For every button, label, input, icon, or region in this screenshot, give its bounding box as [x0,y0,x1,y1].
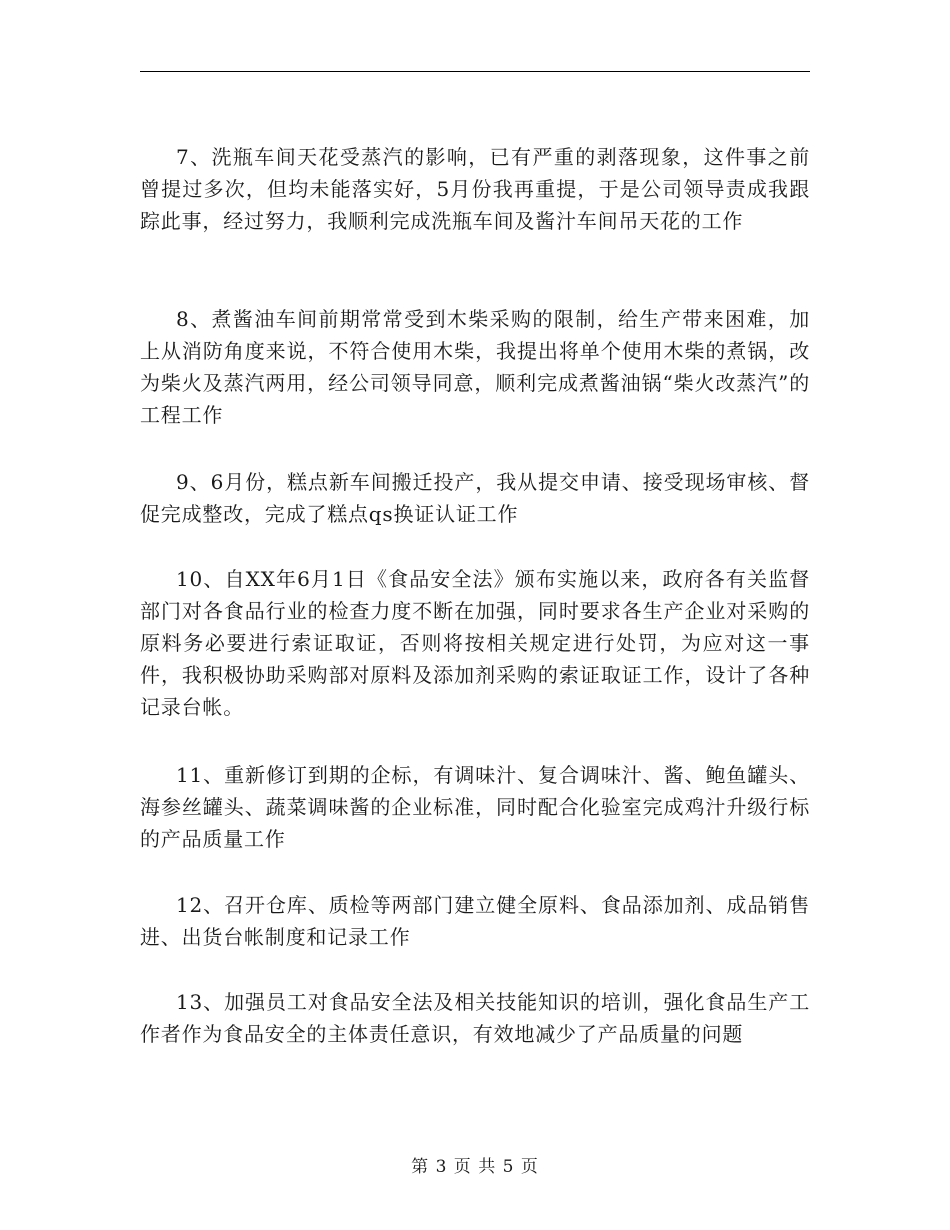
paragraph-item-11: 11、重新修订到期的企标，有调味汁、复合调味汁、酱、鲍鱼罐头、海参丝罐头、蔬菜调味酱的企业标准，同时配合化验室完成鸡汁升级行标的产品质量工作 [140,763,810,851]
paragraph-item-8: 8、煮酱油车间前期常常受到木柴采购的限制，给生产带来困难，加上从消防角度来说，不符合使用木柴，我提出将单个使用木柴的煮锅，改为柴火及蒸汽两用，经公司领导同意，顺利完成煮酱油锅“柴火改蒸汽”的工程工作 [140,307,810,427]
paragraph-item-9: 9、6月份，糕点新车间搬迁投产，我从提交申请、接受现场审核、督促完成整改，完成了糕点qs换证认证工作 [140,470,810,526]
header-rule [140,71,810,72]
paragraph-item-12: 12、召开仓库、质检等两部门建立健全原料、食品添加剂、成品销售进、出货台帐制度和记录工作 [140,893,810,949]
paragraph-item-10: 10、自XX年6月1日《食品安全法》颁布实施以来，政府各有关监督部门对各食品行业的检查力度不断在加强，同时要求各生产企业对采购的原料务必要进行索证取证，否则将按相关规定进行处罚，为应对这一事件，我积极协助采购部对原料及添加剂采购的索证取证工作，设计了各种记录台帐。 [140,567,810,719]
paragraph-item-13: 13、加强员工对食品安全法及相关技能知识的培训，强化食品生产工作者作为食品安全的主体责任意识，有效地减少了产品质量的问题 [140,990,810,1046]
page-number-footer: 第 3 页 共 5 页 [411,1157,539,1177]
paragraph-item-7: 7、洗瓶车间天花受蒸汽的影响，已有严重的剥落现象，这件事之前曾提过多次，但均未能落实好，5月份我再重提，于是公司领导责成我跟踪此事，经过努力，我顺利完成洗瓶车间及酱汁车间吊天花的工作 [140,145,810,233]
